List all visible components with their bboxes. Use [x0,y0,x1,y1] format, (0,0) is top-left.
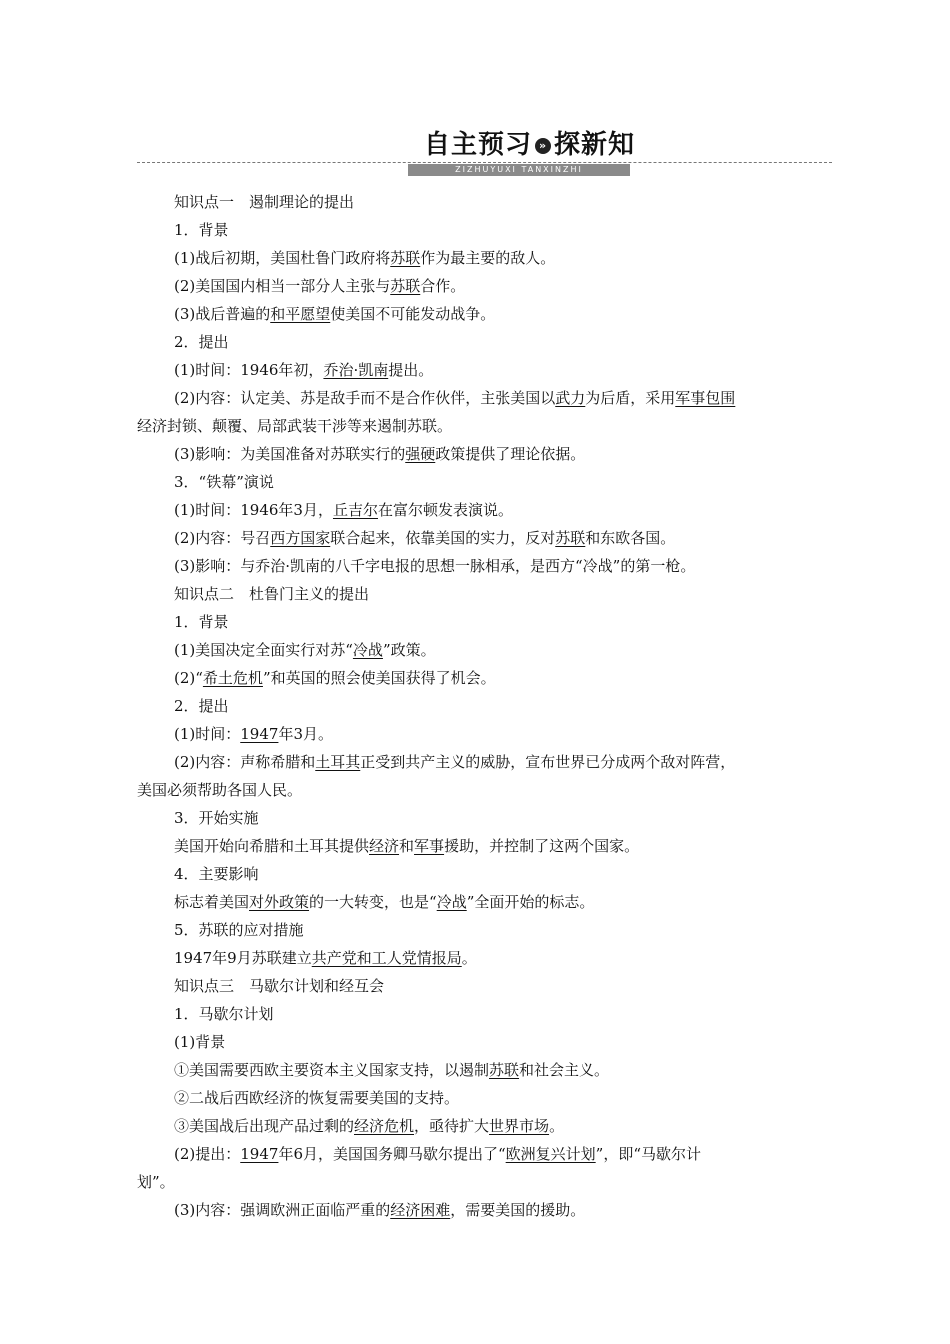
text-line [137,440,817,468]
text-line [137,524,817,552]
text-line [137,384,817,412]
banner-title-right: 探新知 [554,130,636,160]
text-line [137,608,817,636]
text-span: (1)时间： [174,725,241,743]
text-span: 美国开始向希腊和土耳其提供 [174,837,370,855]
underlined-term: 土耳其 [315,753,361,771]
text-span: (1)美国决定全面实行对苏“ [174,641,353,659]
text-line [137,328,817,356]
text-span: (2)内容：认定美、苏是敌手而不是合作伙伴，主张美国以 [174,389,556,407]
text-span: 正受到共产主义的威胁，宣布世界已分成两个敌对阵营， [360,753,736,771]
text-span: 4．主要影响 [174,865,259,883]
double-chevron-icon: » [535,138,551,154]
underlined-term: 1947 [240,1145,279,1163]
banner-subtitle: ZIZHUYUXI TANXINZHI [408,164,630,176]
text-span: (1)时间：1946年初， [174,361,324,379]
text-span: 1947年9月苏联建立 [174,949,312,967]
text-span: 在富尔顿发表演说。 [377,501,513,519]
text-span: 合作。 [420,277,466,295]
text-span: (1)时间：1946年3月， [174,501,333,519]
document-body [137,188,817,1224]
underlined-term: 军事包围 [675,389,736,407]
text-span: 1．马歇尔计划 [174,1005,274,1023]
text-span: 使美国不可能发动战争。 [330,305,496,323]
underlined-term: 经济 [369,837,400,855]
text-line [137,804,817,832]
text-span: 和 [399,837,415,855]
text-span: 划”。 [137,1173,175,1191]
text-span: 和东欧各国。 [585,529,676,547]
underlined-term: 强硬 [405,445,436,463]
text-line [137,216,817,244]
text-span: ”全面开始的标志。 [466,893,595,911]
underlined-term: 对外政策 [249,893,310,911]
text-span: ②二战后西欧经济的恢复需要美国的支持。 [174,1089,460,1107]
text-line [137,188,817,216]
text-line [137,692,817,720]
text-line [137,580,817,608]
text-line [137,244,817,272]
text-line [137,1084,817,1112]
text-span: 的一大转变，也是“ [309,893,437,911]
text-line [137,1196,817,1224]
text-line [137,552,817,580]
section-banner [0,128,950,180]
text-line [137,356,817,384]
underlined-term: 苏联 [489,1061,520,1079]
text-line [137,1168,817,1196]
text-line [137,412,817,440]
text-line [137,916,817,944]
underlined-term: 军事 [414,837,445,855]
text-span: 援助，并控制了这两个国家。 [444,837,640,855]
text-line [137,1056,817,1084]
text-span: ①美国需要西欧主要资本主义国家支持，以遏制 [174,1061,490,1079]
text-span: 作为最主要的敌人。 [420,249,556,267]
text-span: ，需要美国的援助。 [450,1201,586,1219]
text-line [137,272,817,300]
underlined-term: 西方国家 [270,529,331,547]
text-span: ③美国战后出现产品过剩的 [174,1117,355,1135]
text-span: 5．苏联的应对措施 [174,921,304,939]
text-span: 年6月，美国国务卿马歇尔提出了“ [278,1145,506,1163]
text-line [137,832,817,860]
text-span: (1)战后初期，美国杜鲁门政府将 [174,249,391,267]
text-line [137,664,817,692]
text-line [137,1000,817,1028]
text-span: 知识点二 杜鲁门主义的提出 [174,585,370,603]
text-span: (3)影响：与乔治·凯南的八千字电报的思想一脉相承，是西方“冷战”的第一枪。 [174,557,696,575]
text-span: 知识点三 马歇尔计划和经互会 [174,977,385,995]
text-line [137,1112,817,1140]
underlined-term: 苏联 [390,277,421,295]
text-span: (3)战后普遍的 [174,305,271,323]
text-span: 提出。 [388,361,434,379]
text-span: (3)影响：为美国准备对苏联实行的 [174,445,406,463]
text-span: 和社会主义。 [519,1061,610,1079]
text-line [137,860,817,888]
text-span: 3．“铁幕”演说 [174,473,274,491]
underlined-term: 希土危机 [202,669,263,687]
text-line [137,1140,817,1168]
text-span: (2)“ [174,669,203,687]
underlined-term: 武力 [555,389,586,407]
text-line [137,636,817,664]
text-span: 联合起来，依靠美国的实力，反对 [330,529,556,547]
text-span: 年3月。 [278,725,333,743]
text-span: 经济封锁、颠覆、局部武装干涉等来遏制苏联。 [137,417,453,435]
underlined-term: 共产党和工人党情报局 [311,949,462,967]
text-span: 标志着美国 [174,893,250,911]
banner-dashed-rule [137,162,832,163]
text-span: ”，即“马歇尔计 [595,1145,702,1163]
underlined-term: 经济困难 [390,1201,451,1219]
text-span: 2．提出 [174,333,229,351]
text-span: (2)内容：号召 [174,529,271,547]
text-span: 2．提出 [174,697,229,715]
text-span: 3．开始实施 [174,809,259,827]
text-span: (2)内容：声称希腊和 [174,753,316,771]
banner-title [420,128,639,162]
text-span: ”和英国的照会使美国获得了机会。 [262,669,496,687]
text-span: ”政策。 [382,641,436,659]
underlined-term: 苏联 [390,249,421,267]
text-span: (3)内容：强调欧洲正面临严重的 [174,1201,391,1219]
banner-title-left: 自主预习 [424,130,533,160]
text-line [137,748,817,776]
text-span: (2)美国国内相当一部分人主张与 [174,277,391,295]
underlined-term: 丘吉尔 [332,501,378,519]
text-line [137,888,817,916]
underlined-term: 世界市场 [489,1117,550,1135]
text-span: 1．背景 [174,221,229,239]
text-line [137,496,817,524]
text-span: ，亟待扩大 [414,1117,490,1135]
text-span: 。 [461,949,477,967]
text-line [137,1028,817,1056]
underlined-term: 苏联 [555,529,586,547]
text-line [137,300,817,328]
text-span: (1)背景 [174,1033,226,1051]
underlined-term: 乔治·凯南 [323,361,389,379]
underlined-term: 和平愿望 [270,305,331,323]
underlined-term: 1947 [240,725,279,743]
underlined-term: 冷战 [352,641,383,659]
underlined-term: 冷战 [436,893,467,911]
text-span: (2)提出： [174,1145,241,1163]
text-line [137,776,817,804]
text-span: 知识点一 遏制理论的提出 [174,193,355,211]
text-line [137,944,817,972]
text-span: 为后盾，采用 [585,389,676,407]
text-span: 。 [549,1117,565,1135]
text-line [137,468,817,496]
text-span: 美国必须帮助各国人民。 [137,781,303,799]
text-span: 政策提供了理论依据。 [435,445,586,463]
text-line [137,720,817,748]
text-span: 1．背景 [174,613,229,631]
underlined-term: 欧洲复兴计划 [505,1145,596,1163]
underlined-term: 经济危机 [354,1117,415,1135]
text-line [137,972,817,1000]
